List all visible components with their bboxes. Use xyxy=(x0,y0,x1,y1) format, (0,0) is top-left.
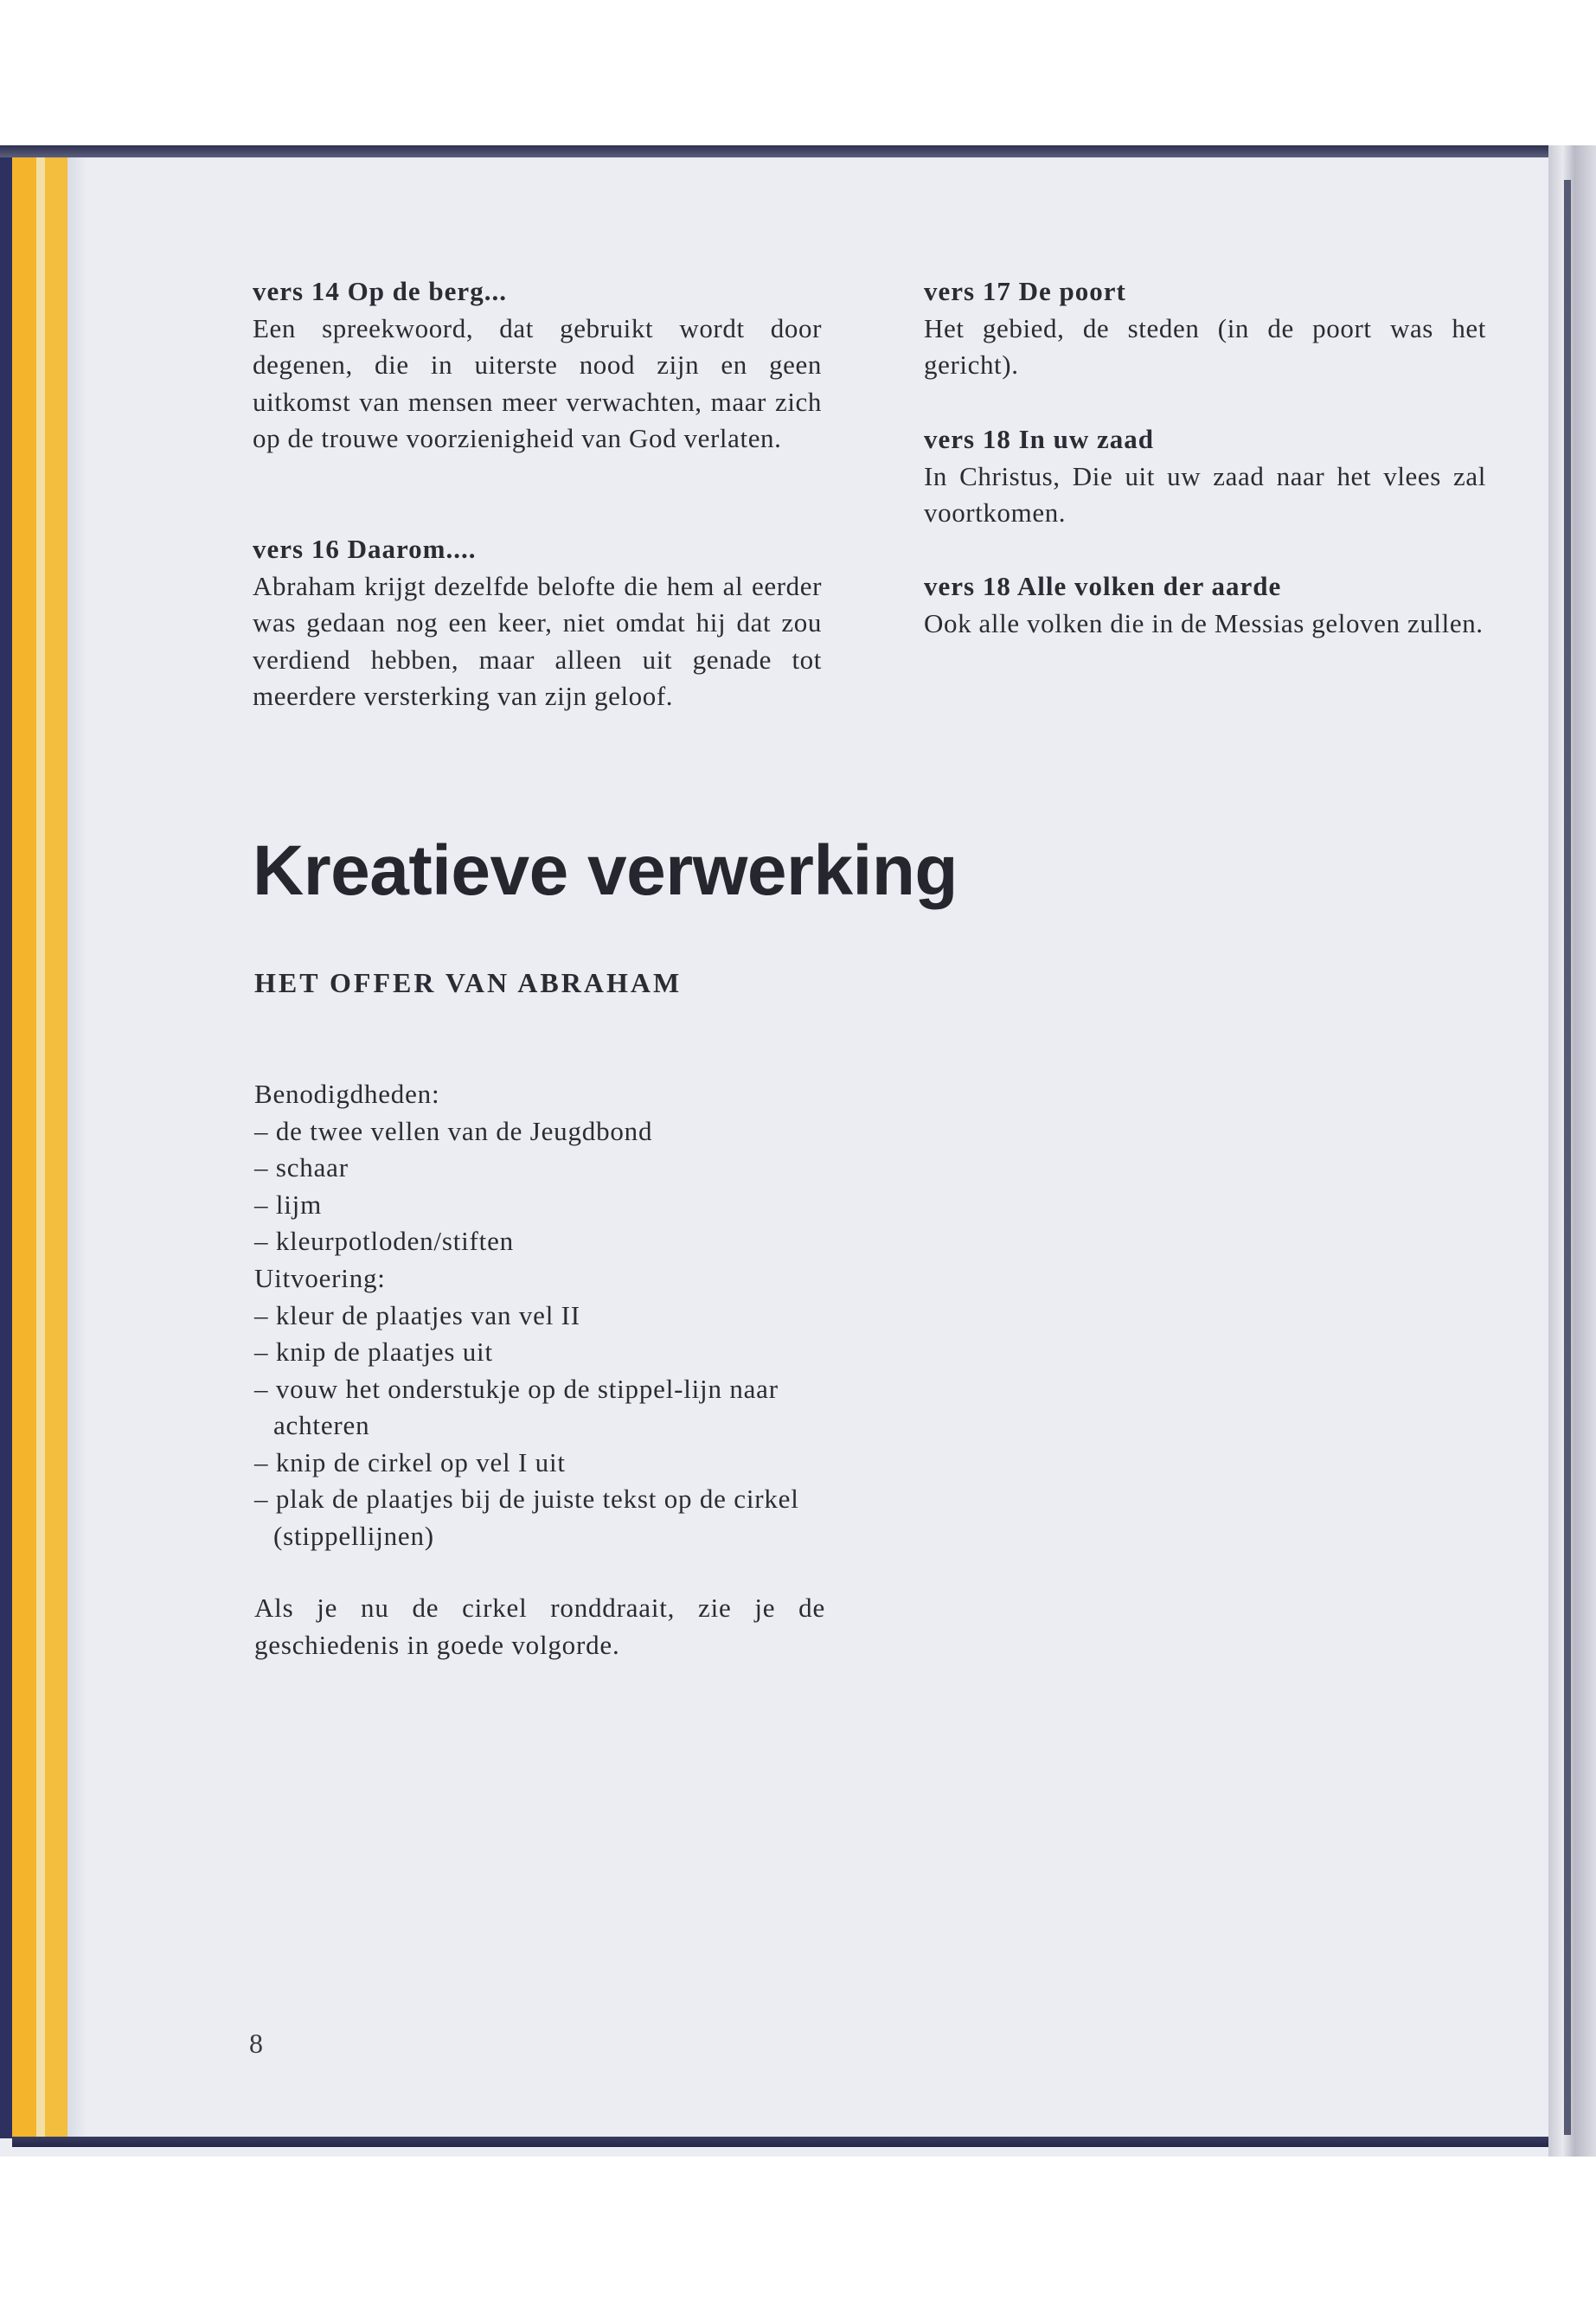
section-title: Kreatieve verwerking xyxy=(253,831,958,910)
steps-list xyxy=(254,1298,825,1555)
note-text: In Christus, Die uit uw zaad naar het vlees zal voortkomen. xyxy=(924,460,1486,528)
note-vers-14 xyxy=(253,273,822,458)
list-item: – de twee vellen van de Jeugdbond xyxy=(254,1115,653,1146)
note-heading: vers 16 Daarom.... xyxy=(253,534,477,564)
list-item: – lijm xyxy=(254,1189,323,1220)
list-item: – plak de plaatjes bij de juiste tekst op de cirkel (stippellijnen) xyxy=(254,1484,799,1551)
materials-block xyxy=(254,1076,825,1260)
list-item: – kleurpotloden/stiften xyxy=(254,1226,514,1256)
list-item: – knip de cirkel op vel I uit xyxy=(254,1446,566,1477)
closing-paragraph: Als je nu de cirkel ronddraait, zie je de geschiedenis in goede volgorde. xyxy=(254,1593,825,1660)
note-heading: vers 18 In uw zaad xyxy=(924,424,1155,454)
note-vers-16 xyxy=(253,531,822,715)
note-text: Abraham krijgt dezelfde belofte die hem al eerder was gedaan nog een keer, niet omdat hij dat zou verdiend hebben, maar alleen uit genade tot meerdere versterking van zijn geloof. xyxy=(253,570,822,711)
note-heading: vers 14 Op de berg... xyxy=(253,276,507,306)
list-item: – kleur de plaatjes van vel II xyxy=(254,1299,580,1330)
note-text: Ook alle volken die in de Messias geloven zullen. xyxy=(924,607,1484,638)
note-vers-17 xyxy=(924,273,1486,384)
steps-label: Uitvoering: xyxy=(254,1263,386,1293)
note-vers-18-zaad xyxy=(924,421,1486,532)
page-number: 8 xyxy=(249,2028,263,2059)
list-item: – knip de plaatjes uit xyxy=(254,1336,493,1367)
note-vers-18-volken xyxy=(924,568,1486,642)
note-text: Een spreekwoord, dat gebruikt wordt door degenen, die in uiterste nood zijn en geen uitkomst van mensen meer verwachten, maar zich op de trouwe voorzienigheid van God verlaten. xyxy=(253,312,822,453)
materials-list xyxy=(254,1113,825,1260)
list-item: – schaar xyxy=(254,1152,349,1183)
list-item: – vouw het onderstukje op de stippel-lijn naar achteren xyxy=(254,1373,779,1440)
section-subtitle: HET OFFER VAN ABRAHAM xyxy=(254,967,683,998)
note-text: Het gebied, de steden (in de poort was het gericht). xyxy=(924,312,1486,380)
steps-block xyxy=(254,1260,825,1554)
materials-label: Benodigdheden: xyxy=(254,1079,440,1109)
note-heading: vers 17 De poort xyxy=(924,276,1126,306)
note-heading: vers 18 Alle volken der aarde xyxy=(924,571,1282,601)
